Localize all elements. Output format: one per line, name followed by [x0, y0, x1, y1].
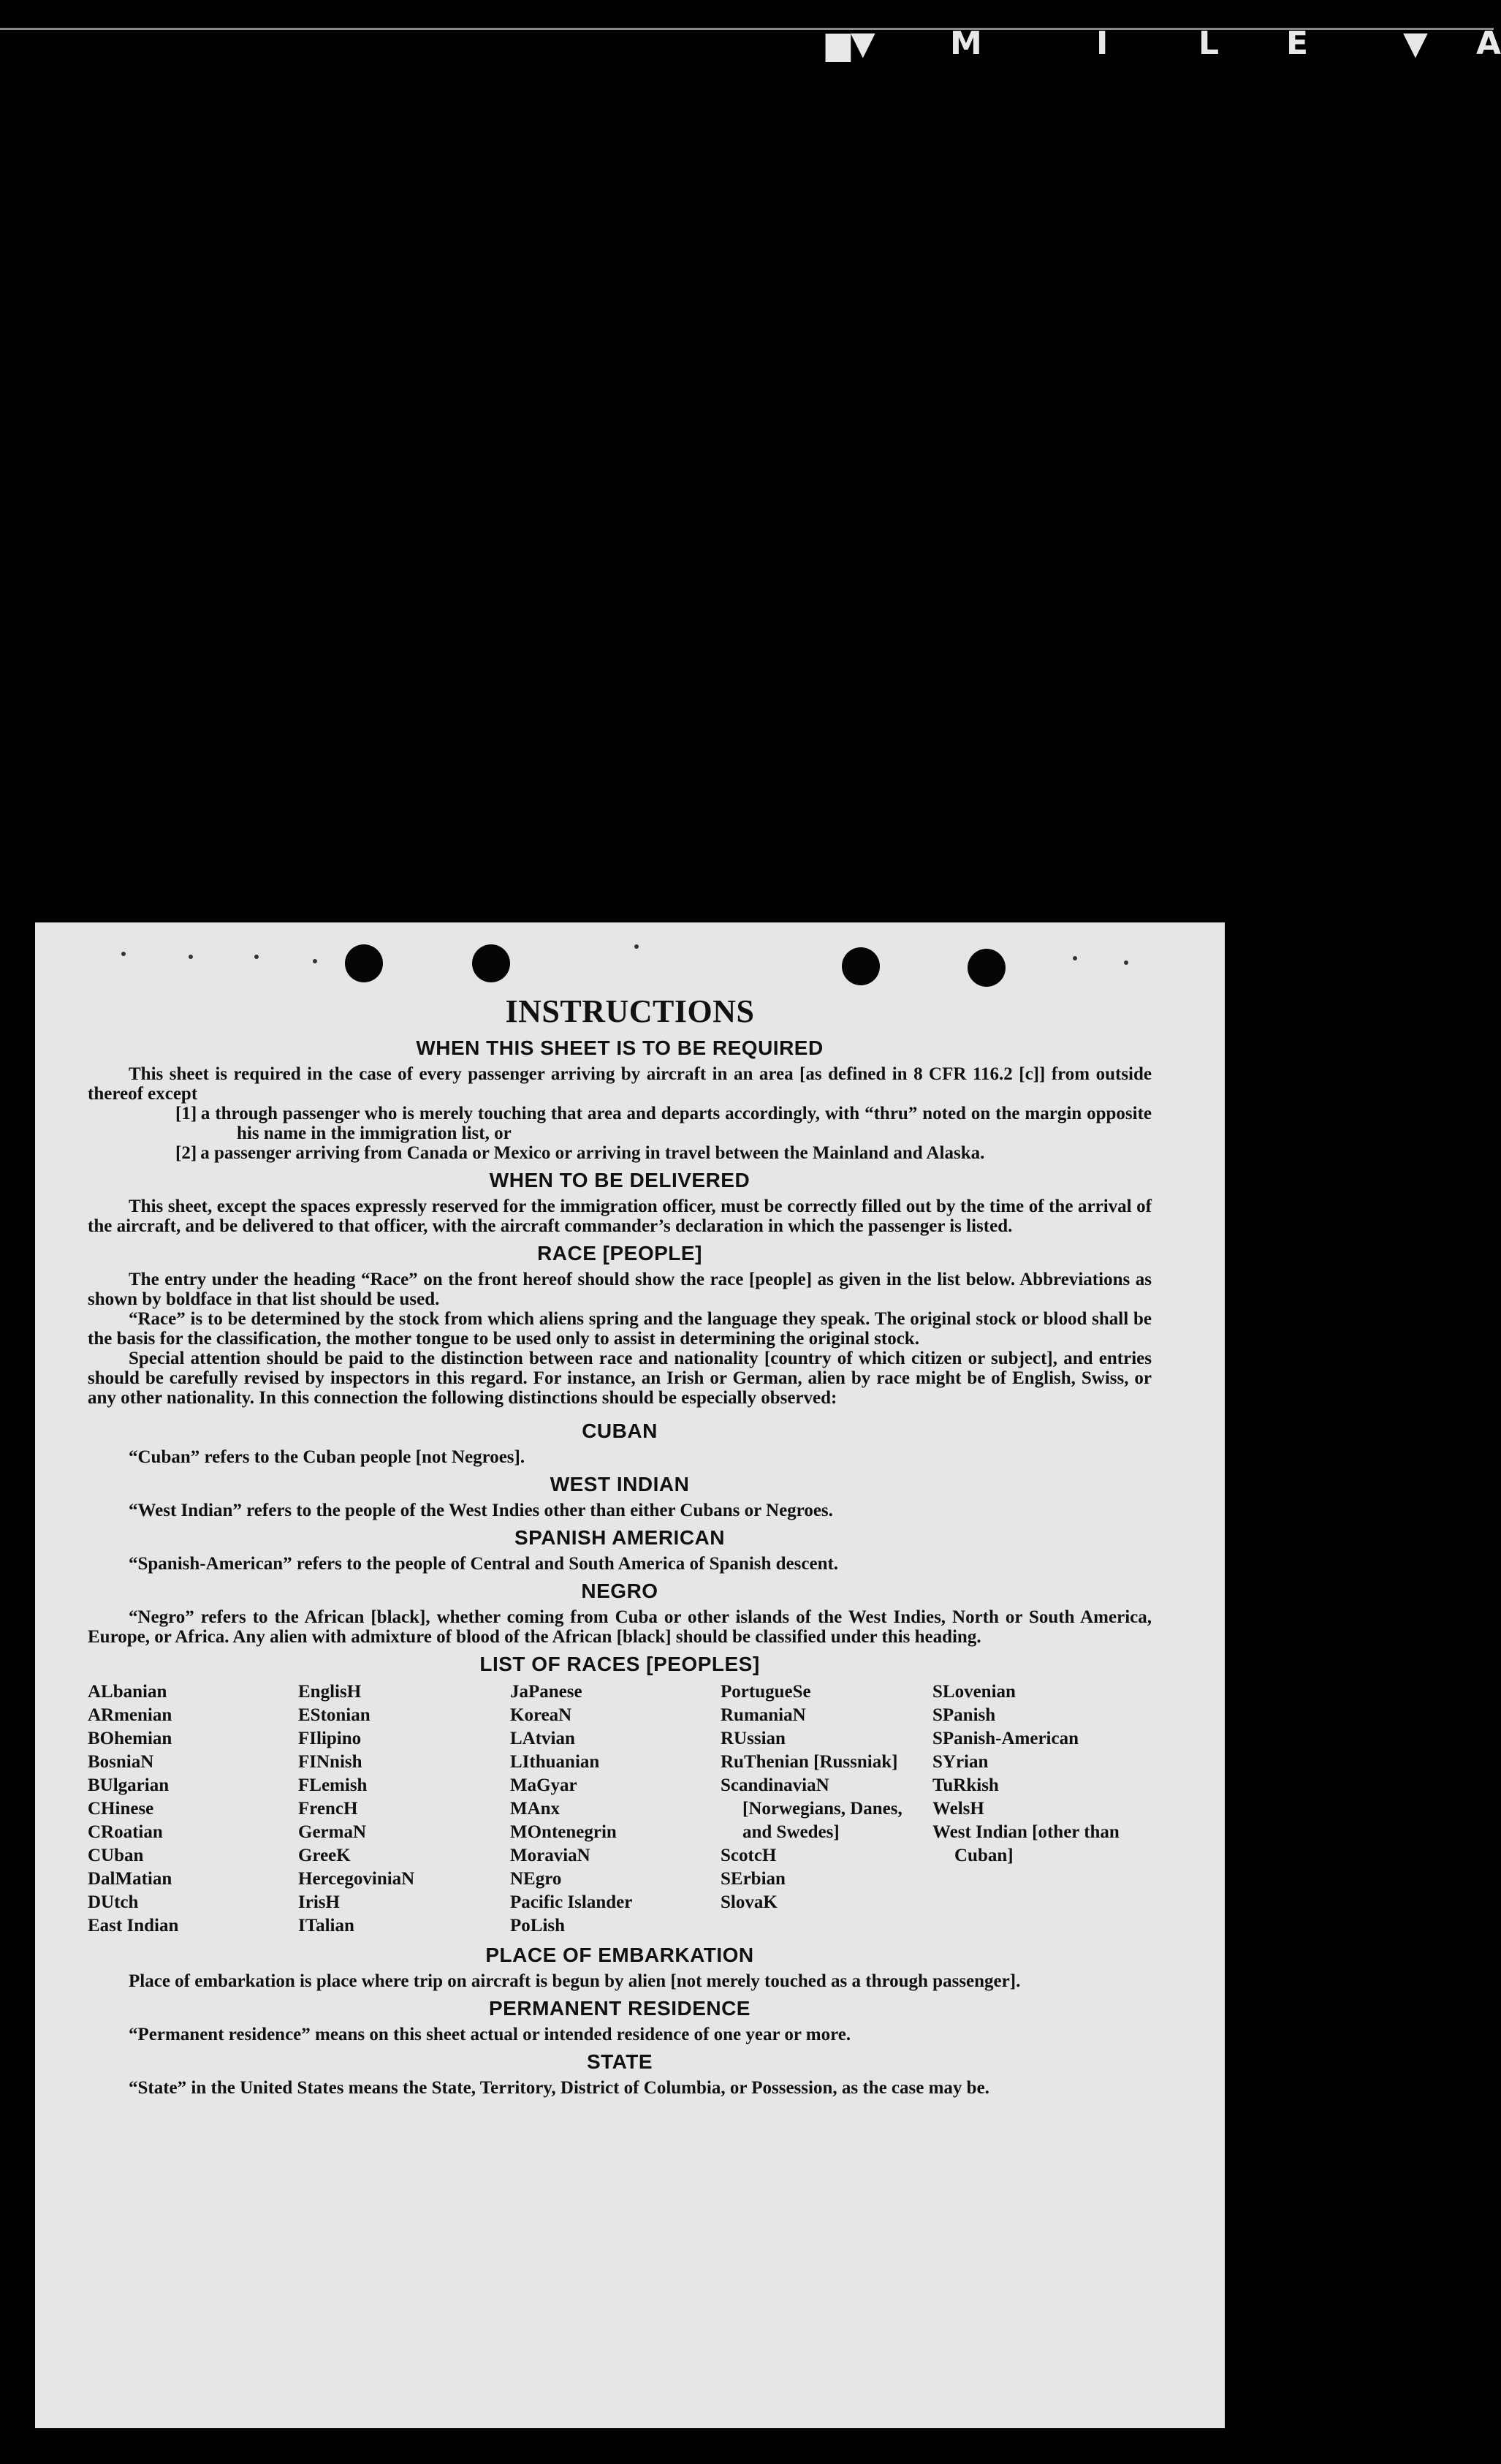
race-item: WelsH [932, 1799, 984, 1819]
exception-text: a through passenger who is merely touching that area and departs accordingly, with “thru” noted on the margin opposite his name in the immigration list, or [200, 1104, 1152, 1143]
race-item: SYrian [932, 1752, 989, 1772]
state-text: “State” in the United States means the State, Territory, District of Columbia, or Possession, as the case may be. [129, 2078, 989, 2098]
speck [1073, 956, 1077, 960]
exception-number: [2] [175, 1143, 197, 1163]
race-item: ARmenian [88, 1705, 172, 1725]
race-item: EStonian [298, 1705, 370, 1725]
race-item: IrisH [298, 1892, 340, 1912]
speck [189, 955, 193, 959]
race-item: PortugueSe [721, 1682, 811, 1702]
race-item: GermaN [298, 1822, 367, 1842]
race-item: SPanish-American [932, 1729, 1079, 1748]
race-item: MAnx [510, 1799, 560, 1819]
race-item: PoLish [510, 1916, 566, 1936]
race-paragraph: The entry under the heading “Race” on the front hereof should show the race [people] as given in the list below. Abbreviations as shown by boldface in that list should be used. [88, 1270, 1152, 1309]
race-item: ITalian [298, 1916, 354, 1936]
speck [254, 955, 259, 959]
race-item: DUtch [88, 1892, 139, 1912]
speck [121, 952, 126, 956]
race-item: MoraviaN [510, 1846, 590, 1865]
west-indian-text: “West Indian” refers to the people of the West Indies other than either Cubans or Negroes. [129, 1501, 833, 1520]
race-item: MOntenegrin [510, 1822, 617, 1842]
residence-text: “Permanent residence” means on this sheet actual or intended residence of one year or more. [129, 2025, 851, 2044]
section-heading-embarkation: PLACE OF EMBARKATION [485, 1944, 754, 1966]
race-item: SLovenian [932, 1682, 1016, 1702]
section-heading-delivered: WHEN TO BE DELIVERED [489, 1169, 750, 1191]
race-list [88, 1680, 1152, 1938]
document-title: INSTRUCTIONS [505, 993, 755, 1029]
race-item: HercegoviniaN [298, 1869, 415, 1889]
race-item: TuRkish [932, 1775, 999, 1795]
film-mark: ▆▼ [826, 25, 875, 62]
film-mark: L [1198, 25, 1220, 62]
race-item: BOhemian [88, 1729, 172, 1748]
section-heading-race: RACE [PEOPLE] [537, 1242, 702, 1265]
punch-hole [842, 947, 880, 985]
document-body [88, 1031, 1152, 2098]
section-heading-required: WHEN THIS SHEET IS TO BE REQUIRED [416, 1036, 824, 1059]
race-item: East Indian [88, 1916, 179, 1936]
race-item: ScotcH [721, 1846, 777, 1865]
race-column [721, 1680, 932, 1938]
section-heading-list-of-races: LIST OF RACES [PEOPLES] [479, 1653, 760, 1675]
punch-hole [345, 944, 383, 982]
punch-hole [472, 944, 510, 982]
spanish-american-text: “Spanish-American” refers to the people of Central and South America of Spanish descent. [129, 1554, 839, 1574]
film-mark: M [950, 25, 982, 62]
race-column [298, 1680, 510, 1938]
section-heading-state: STATE [586, 2050, 653, 2073]
race-column [510, 1680, 721, 1938]
race-item: FrencH [298, 1799, 358, 1819]
cuban-text: “Cuban” refers to the Cuban people [not Negroes]. [129, 1447, 525, 1467]
exception-number: [1] [175, 1104, 197, 1123]
race-item: RumaniaN [721, 1705, 806, 1725]
race-item: Pacific Islander [510, 1892, 633, 1912]
film-mark: A [1476, 25, 1501, 62]
film-edge-markings [818, 25, 1501, 62]
film-mark: I [1096, 25, 1109, 62]
section-heading-west-indian: WEST INDIAN [550, 1473, 690, 1496]
film-mark: E [1286, 25, 1309, 62]
section-heading-cuban: CUBAN [582, 1419, 658, 1442]
race-paragraph: “Race” is to be determined by the stock from which aliens spring and the language they speak. The original stock or blood shall be the basis for the classification, the mother tongue to be used only to assist in determining the original stock. [88, 1309, 1152, 1349]
race-item: EnglisH [298, 1682, 362, 1702]
race-item: RUssian [721, 1729, 786, 1748]
race-item: JaPanese [510, 1682, 582, 1702]
film-mark: ▼ [1403, 25, 1428, 62]
speck [1124, 960, 1128, 965]
delivered-text: This sheet, except the spaces expressly reserved for the immigration officer, must be correctly filled out by the time of the arrival of the aircraft, and be delivered to that officer, with the aircraft commander’s declaration in which the passenger is listed. [88, 1197, 1152, 1236]
race-item: RuThenian [Russniak] [721, 1752, 898, 1772]
race-item: CRoatian [88, 1822, 163, 1842]
race-item: West Indian [other than Cuban] [932, 1822, 1120, 1865]
race-item: FLemish [298, 1775, 368, 1795]
race-item: CUban [88, 1846, 144, 1865]
race-item: NEgro [510, 1869, 562, 1889]
race-item: BUlgarian [88, 1775, 170, 1795]
exception-item [88, 1143, 1152, 1163]
punch-hole [968, 949, 1006, 987]
race-item: ScandinaviaN [Norwegians, Danes, and Swedes] [721, 1775, 902, 1842]
race-item: FINnish [298, 1752, 362, 1772]
race-item: BosniaN [88, 1752, 154, 1772]
race-item: GreeK [298, 1846, 351, 1865]
negro-text: “Negro” refers to the African [black], whether coming from Cuba or other islands of the West Indies, North or South America, Europe, or Africa. Any alien with admixture of blood of the African [black] should be classified under this heading. [88, 1607, 1152, 1647]
race-item: SErbian [721, 1869, 786, 1889]
race-item: DalMatian [88, 1869, 172, 1889]
speck [313, 959, 317, 963]
race-item: MaGyar [510, 1775, 577, 1795]
race-column [88, 1680, 298, 1938]
embarkation-text: Place of embarkation is place where trip on aircraft is begun by alien [not merely touched as a through passenger]. [129, 1971, 1021, 1991]
instruction-sheet [35, 922, 1225, 2428]
race-item: FIlipino [298, 1729, 362, 1748]
exception-text: a passenger arriving from Canada or Mexico or arriving in travel between the Mainland and Alaska. [200, 1143, 985, 1163]
section-heading-spanish-american: SPANISH AMERICAN [514, 1526, 725, 1549]
race-item: LAtvian [510, 1729, 575, 1748]
race-item: CHinese [88, 1799, 154, 1819]
race-item: SlovaK [721, 1892, 778, 1912]
exception-item [88, 1104, 1152, 1143]
race-paragraph: Special attention should be paid to the distinction between race and nationality [country of which citizen or subject], and entries should be carefully revised by inspectors in this regard. For instance, an Irish or German, alien by race might be of English, Swiss, or any other nationality. In this connection the following distinctions should be especially observed: [88, 1349, 1152, 1408]
required-intro: This sheet is required in the case of every passenger arriving by aircraft in an area [as defined in 8 CFR 116.2 [c]] from outside thereof except [88, 1064, 1152, 1104]
speck [634, 944, 639, 949]
race-item: KoreaN [510, 1705, 572, 1725]
race-column [932, 1680, 1152, 1938]
race-item: SPanish [932, 1705, 996, 1725]
race-item: ALbanian [88, 1682, 167, 1702]
section-heading-negro: NEGRO [581, 1580, 658, 1602]
race-item: LIthuanian [510, 1752, 600, 1772]
section-heading-residence: PERMANENT RESIDENCE [489, 1997, 750, 2020]
